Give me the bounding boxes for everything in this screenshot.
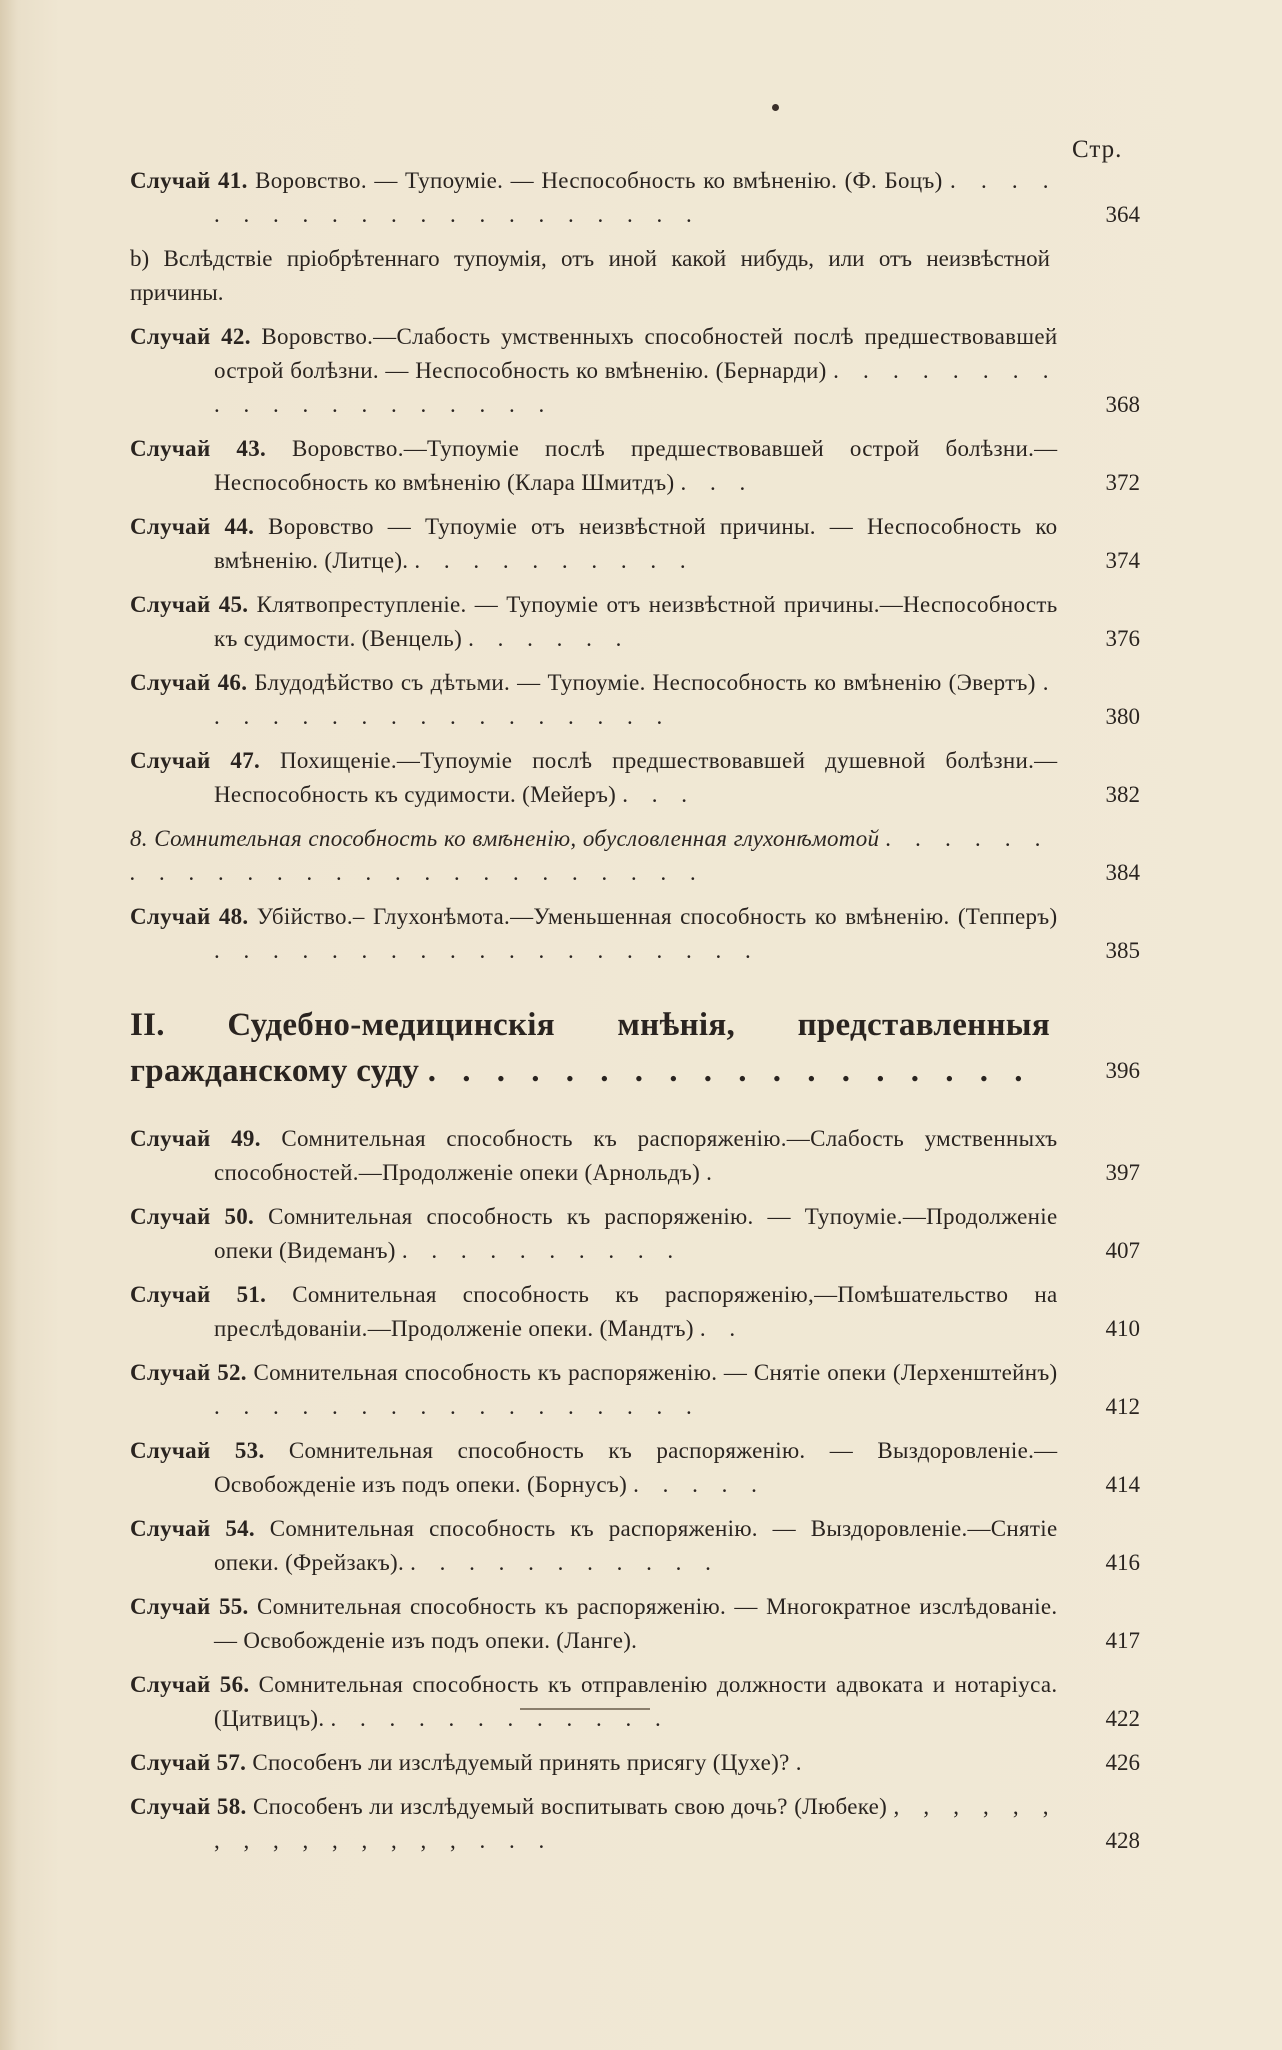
- page-number: 376: [1105, 626, 1140, 651]
- case-entry: [130, 1746, 1140, 1780]
- case-entry: [130, 1122, 1140, 1190]
- entry-text: [130, 1512, 1057, 1580]
- page-number: 422: [1105, 1706, 1140, 1731]
- entry-title: Сомнительная способность къ распоряженію,—Помѣшательство на преслѣдованіи.—Продолженіе опеки. (Мандтъ): [214, 1282, 1058, 1341]
- dot-leader: . .: [699, 1316, 745, 1341]
- entry-title: Похищеніе.—Тупоуміе послѣ предшествовавшей душевной болѣзни.—Неспособность къ судимости. (Мейеръ): [214, 748, 1058, 807]
- case-label: Случай 47.: [130, 748, 261, 773]
- entry-title: Сомнительная способность къ распоряженію. — Тупоуміе.—Продолженіе опеки (Видеманъ): [214, 1204, 1058, 1263]
- page-number: 428: [1105, 1828, 1140, 1853]
- entry-title: Сомнительная способность къ распоряженію. — Выздоровленіе.—Снятіе опеки. (Фрейзакъ).: [214, 1516, 1058, 1575]
- ink-dot: [772, 104, 779, 111]
- section-heading-entry: [130, 1002, 1140, 1094]
- page-number: 396: [1105, 1058, 1140, 1083]
- dot-leader: . . . . .: [633, 1472, 766, 1497]
- case-entry: [130, 744, 1140, 812]
- case-label: Случай 48.: [130, 904, 249, 929]
- entry-title: Сомнительная способность къ распоряженію. — Снятіе опеки (Лерхенштейнъ): [253, 1360, 1058, 1385]
- page-number: 385: [1105, 938, 1140, 963]
- dot-leader: , , , , , , , , , , , , , , , . . .: [214, 1794, 1058, 1853]
- entry-title: Блудодѣйство съ дѣтьми. — Тупоуміе. Неспособность ко вмѣненію (Эвертъ): [254, 670, 1036, 695]
- case-entry: [130, 320, 1140, 422]
- entry-title: Способенъ ли изслѣдуемый принять присягу (Цухе)?: [252, 1750, 790, 1775]
- case-entry: [130, 432, 1140, 500]
- entry-text: [130, 1122, 1057, 1190]
- dot-leader: . . . . . . . . . . . . . . . . .: [214, 670, 1058, 729]
- entry-text: [130, 1002, 1050, 1094]
- case-entry: [130, 1512, 1140, 1580]
- dot-leader: .: [795, 1750, 811, 1775]
- dot-leader: . . .: [622, 782, 696, 807]
- entry-text: [130, 320, 1057, 422]
- dot-leader: . . . . . .: [468, 626, 631, 651]
- case-label: Случай 52.: [130, 1360, 247, 1385]
- entry-text: [130, 1746, 1057, 1780]
- entry-text: [130, 1200, 1057, 1268]
- entry-text: [130, 1278, 1057, 1346]
- case-entry: [130, 1356, 1140, 1424]
- entry-text: [130, 666, 1057, 734]
- entry-title: Убійство.– Глухонѣмота.—Уменьшенная способность ко вмѣненію. (Тепперъ): [256, 904, 1058, 929]
- entry-text: [130, 1590, 1057, 1658]
- case-label: Случай 58.: [130, 1794, 247, 1819]
- page-number: 384: [1105, 860, 1140, 885]
- case-label: Случай 53.: [130, 1438, 265, 1463]
- dot-leader: . . . . . . . . . . . . . . . . . . . . . . . . . .: [130, 826, 1051, 885]
- entry-text: [130, 900, 1057, 968]
- entry-title: Сомнительная способность къ распоряженію. — Многократное изслѣдованіе.— Освобожденіе изъ подъ опеки. (Ланге).: [214, 1594, 1058, 1653]
- subsection-heading: b) Вслѣдствіе пріобрѣтеннаго тупоумія, отъ иной какой нибудь, или отъ неизвѣстной причины.: [130, 246, 1050, 305]
- page-number: 426: [1105, 1750, 1140, 1775]
- entry-text: [130, 822, 1050, 890]
- case-entry: [130, 666, 1140, 734]
- case-label: Случай 45.: [130, 592, 249, 617]
- dot-leader: . . . . . . . . . .: [414, 548, 695, 573]
- case-entry: [130, 900, 1140, 968]
- entry-text: [130, 588, 1057, 656]
- case-entry: [130, 1590, 1140, 1658]
- case-entry: [130, 1200, 1140, 1268]
- page-number: 382: [1105, 782, 1140, 807]
- entry-title: Сомнительная способность къ распоряженію. — Выздоровленіе.—Освобожденіе изъ подъ опеки. (Борнусъ): [214, 1438, 1058, 1497]
- entry-text: [130, 164, 1057, 232]
- entry-text: [130, 432, 1057, 500]
- entry-title: II. Судебно-медицинскія мнѣнія, представленныя гражданскому суду: [130, 1007, 1050, 1089]
- case-entry: [130, 1790, 1140, 1858]
- table-of-contents: [130, 164, 1140, 1868]
- category-entry: [130, 822, 1140, 890]
- dot-leader: . . . . . . . . . . . . . . . . . . . .: [214, 358, 1058, 417]
- dot-leader: .: [706, 1160, 721, 1185]
- entry-title: Способенъ ли изслѣдуемый воспитывать свою дочь? (Любеке): [252, 1794, 888, 1819]
- dot-leader: . . . . . . . . . .: [401, 1238, 683, 1263]
- page-number: 368: [1105, 392, 1140, 417]
- entry-text: [130, 1790, 1057, 1858]
- entry-title: Воровство — Тупоуміе отъ неизвѣстной причины. — Неспособность ко вмѣненію. (Литце).: [214, 514, 1058, 573]
- page-number: 414: [1105, 1472, 1140, 1497]
- case-label: Случай 42.: [130, 324, 251, 349]
- end-rule: [520, 1708, 650, 1710]
- case-entry: [130, 588, 1140, 656]
- case-label: Случай 46.: [130, 670, 248, 695]
- case-label: Случай 55.: [130, 1594, 249, 1619]
- entry-title: Сомнительная способность къ распоряженію.—Слабость умственныхъ способностей.—Продолженіе опеки (Арнольдъ): [214, 1126, 1058, 1185]
- entry-title: Клятвопреступленіе. — Тупоуміе отъ неизвѣстной причины.—Неспособность къ судимости. (Венцель): [214, 592, 1058, 651]
- dot-leader: . . . . . . . . . . . . . . . . . .: [427, 1053, 1032, 1089]
- case-entry: [130, 1668, 1140, 1736]
- entry-title: Воровство.—Тупоуміе послѣ предшествовавшей острой болѣзни.—Неспособность ко вмѣненію (Клара Шмитдъ): [214, 436, 1058, 495]
- page-number: 372: [1105, 470, 1140, 495]
- page-number: 407: [1105, 1238, 1140, 1263]
- case-entry: [130, 1434, 1140, 1502]
- page-number: 410: [1105, 1316, 1140, 1341]
- case-label: Случай 43.: [130, 436, 267, 461]
- case-entry: [130, 1278, 1140, 1346]
- entry-title: Сомнительная способность къ отправленію должности адвоката и нотаріуса. (Цитвицъ).: [214, 1672, 1058, 1731]
- page-number: 412: [1105, 1394, 1140, 1419]
- case-label: Случай 57.: [130, 1750, 247, 1775]
- page-number: 397: [1105, 1160, 1140, 1185]
- page-number: 380: [1105, 704, 1140, 729]
- page-number: 374: [1105, 548, 1140, 573]
- dot-leader: . . . . . . . . . . . .: [330, 1706, 670, 1731]
- page-number: 364: [1105, 202, 1140, 227]
- entry-text: [130, 744, 1057, 812]
- dot-leader: . . . . . . . . . . . . . . . . . . .: [214, 938, 760, 963]
- page-number: 416: [1105, 1550, 1140, 1575]
- entry-title: Воровство.—Слабость умственныхъ способностей послѣ предшествовавшей острой болѣзни. — Неспособность ко вмѣненію. (Бернарди): [214, 324, 1058, 383]
- entry-text: [130, 1356, 1057, 1424]
- page-number: 417: [1105, 1628, 1140, 1653]
- case-label: Случай 54.: [130, 1516, 255, 1541]
- entry-title: 8. Сомнительная способность ко вмѣненію, обусловленная глухонѣмотой: [130, 826, 880, 851]
- dot-leader: . . . . . . . . . . . . . . . . . . . . .: [214, 168, 1058, 227]
- case-label: Случай 56.: [130, 1672, 250, 1697]
- case-label: Случай 44.: [130, 514, 255, 539]
- case-entry: [130, 164, 1140, 232]
- case-label: Случай 51.: [130, 1282, 267, 1307]
- case-label: Случай 41.: [130, 168, 248, 193]
- case-label: Случай 49.: [130, 1126, 261, 1151]
- page-column-header: Стр.: [1072, 136, 1123, 163]
- entry-text: [130, 1668, 1057, 1736]
- dot-leader: . . . . . . . . . . .: [410, 1550, 720, 1575]
- entry-text: [130, 1434, 1057, 1502]
- entry-text: [130, 510, 1057, 578]
- case-label: Случай 50.: [130, 1204, 255, 1229]
- dot-leader: . . .: [680, 470, 755, 495]
- case-entry: [130, 510, 1140, 578]
- entry-title: Воровство. — Тупоуміе. — Неспособность ко вмѣненію. (Ф. Боцъ): [255, 168, 943, 193]
- dot-leader: . . . . . . . . . . . . . . . . .: [214, 1394, 701, 1419]
